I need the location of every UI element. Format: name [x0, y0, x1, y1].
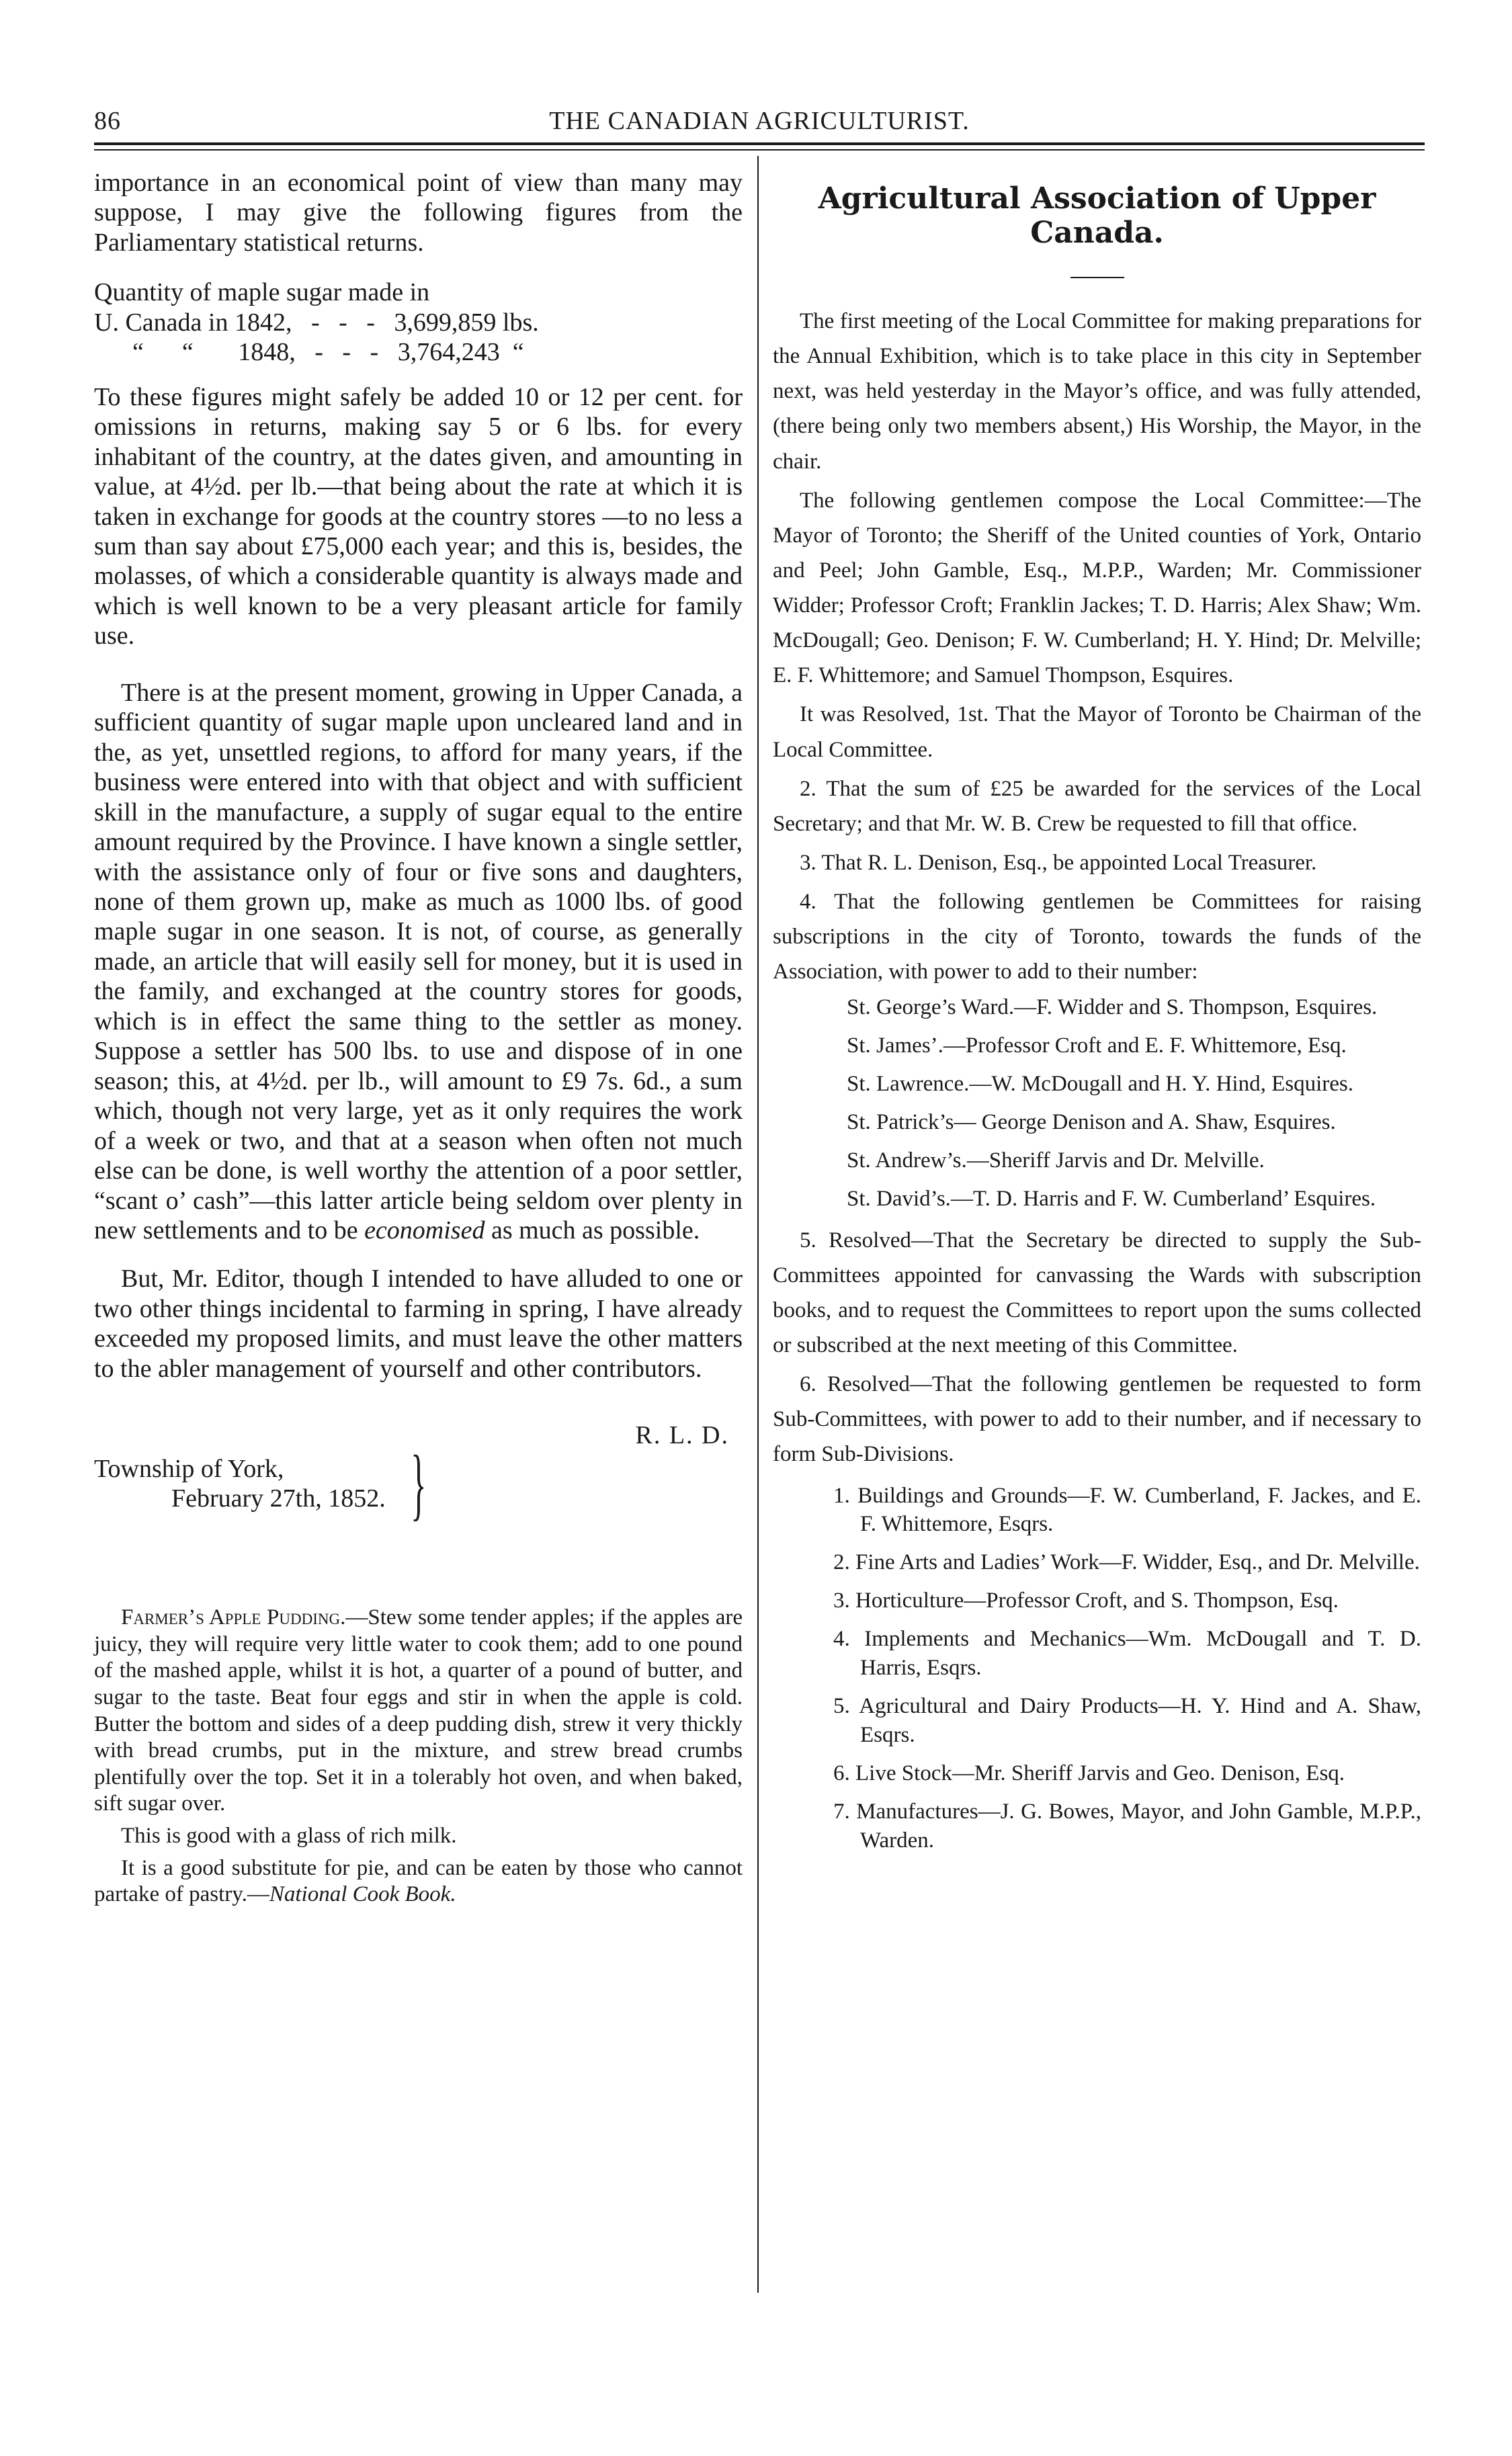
list-item: 4. Implements and Mechanics—Wm. McDougall and T. D. Harris, Esqrs. [833, 1627, 1421, 1681]
recipe-note [94, 1855, 743, 1908]
brace-glyph: } [411, 1439, 427, 1529]
header-rule-thin [94, 149, 1425, 151]
list-item: St. Patrick’s— George Denison and A. Shaw, Esquires. [847, 1110, 1336, 1135]
list-item: 1. Buildings and Grounds—F. W. Cumberland, F. Jackes, and E. F. Whittemore, Esqrs. [833, 1483, 1421, 1537]
letter-body [94, 168, 743, 1384]
resolution-5: 5. Resolved—That the Secretary be directed to supply the Sub-Committees appointed for canvassing the Wards with subscription books, and to request the Committees to report upon the sums collected or subscribed at the next meeting of this Committee. [773, 1228, 1421, 1358]
quantity-row: U. Canada in 1842, - - - 3,699,859 lbs. [94, 308, 539, 337]
resolution-2: 2. That the sum of £25 be awarded for the services of the Local Secretary; and that Mr. W. B. Crew be requested to fill that office. [773, 776, 1421, 836]
date: February 27th, 1852. [171, 1484, 386, 1513]
running-title: THE CANADIAN AGRICULTURIST. [549, 107, 970, 135]
list-item: St. James’.—Professor Croft and E. F. Whittemore, Esq. [847, 1033, 1347, 1058]
recipe-serving: This is good with a glass of rich milk. [121, 1823, 457, 1848]
dateline [94, 1439, 743, 1529]
quantity-row: “ “ 1848, - - - 3,764,243 “ [94, 338, 524, 367]
list-item: 3. Horticulture—Professor Croft, and S. Thompson, Esq. [833, 1589, 1339, 1613]
list-item: St. George’s Ward.—F. Widder and S. Thompson, Esquires. [847, 995, 1378, 1020]
column-divider [757, 156, 759, 2293]
present-text: There is at the present moment, growing in Upper Canada, a sufficient quantity of sugar maple upon uncleared land and in the, as yet, unsettled regions, to afford for many years, if the business were entered into with that object and with sufficient skill in the manufacture, a supply of sugar equal to the entire amount required by the Province. I have known a single settler, with the assistance only of four or five sons and daughters, none of them grown up, make as much as 1000 lbs. of good maple sugar in one season. It is not, of course, as generally made, an article that will easily sell for money, but it is used in the family, and exchanged at the country stores for goods, which is in effect the same thing to the settler as money. Suppose a settler has 500 lbs. to use and dispose of in one season; this, at 4½d. per lb., will amount to £9 7s. 6d., a sum which, though not very large, yet as it only requires the work of a week or two, and that at a season when often not much else can be done, is well worthy the attention of a poor settler, “scant o’ cash”—this latter article being seldom over plenty in new settlements and to be [94, 678, 743, 1244]
header-rule-thick [94, 142, 1425, 145]
resolution-4: 4. That the following gentlemen be Committees for raising subscriptions in the city of Toronto, towards the funds of the Association, with power to add to their number: [773, 890, 1421, 984]
left-column [94, 168, 743, 1914]
resolution-6: 6. Resolved—That the following gentlemen be requested to form Sub-Committees, with power to add to their number, and if necessary to form Sub-Divisions. [773, 1372, 1421, 1467]
resolution-1: It was Resolved, 1st. That the Mayor of Toronto be Chairman of the Local Committee. [773, 702, 1421, 762]
present-emphasis: economised [364, 1216, 485, 1244]
list-item: St. Lawrence.—W. McDougall and H. Y. Hind, Esquires. [847, 1072, 1353, 1097]
ward-list [773, 993, 1421, 1213]
estimate-paragraph: To these figures might safely be added 10 or 12 per cent. for omissions in returns, making say 5 or 6 lbs. for every inhabitant of the country, at the dates given, and amounting in value, at 4½d. per lb.—that being about the rate at which it is taken in exchange for goods at the country stores —to no less a sum than say about £75,000 each year; and this is, besides, the molasses, of which a considerable quantity is always made and which is well known to be a very pleasant article for family use. [94, 382, 743, 650]
present-tail: as much as possible. [485, 1216, 700, 1244]
subcommittee-list [773, 1482, 1421, 1855]
recipe-paragraph [94, 1605, 743, 1818]
title-dash [1070, 277, 1124, 278]
recipe-note-text: It is a good substitute for pie, and can be eaten by those who cannot partake of pastry.— [94, 1855, 743, 1907]
recipe-source: National Cook Book. [269, 1882, 456, 1907]
signature: R. L. D. [635, 1421, 729, 1450]
list-item: 5. Agricultural and Dairy Products—H. Y. Hind and A. Shaw, Esqrs. [833, 1693, 1421, 1747]
right-column [773, 168, 1421, 1864]
list-item: 2. Fine Arts and Ladies’ Work—F. Widder, Esq., and Dr. Melville. [833, 1550, 1420, 1575]
meeting-paragraph: The first meeting of the Local Committee for making preparations for the Annual Exhibition, which is to take place in this city in September next, was held yesterday in the Mayor’s office, and was fully attended, (there being only two members absent,) His Worship, the Mayor, in the chair. [773, 309, 1421, 474]
article-title: Agricultural Association of Upper Canada. [818, 181, 1376, 250]
resolution-3: 3. That R. L. Denison, Esq., be appointed Local Treasurer. [800, 850, 1317, 875]
recipe-text: —Stew some tender apples; if the apples are juicy, they will require very little water to cook them; add to one pound of the mashed apple, whilst it is hot, a quarter of a pound of butter, and sugar to the taste. Beat four eggs and stir in when the apple is cold. Butter the bottom and sides of a deep pudding dish, strew it very thickly with bread crumbs, put in the mixture, and strew bread crumbs plentifully over the top. Set it in a tolerably hot oven, and when baked, sift sugar over. [94, 1605, 743, 1816]
intro-paragraph: importance in an economical point of view than many may suppose, I may give the following figures from the Parliamentary statistical returns. [94, 169, 743, 257]
list-item: St. David’s.—T. D. Harris and F. W. Cumberland’ Esquires. [847, 1186, 1376, 1211]
recipe [94, 1605, 743, 1908]
present-paragraph [94, 678, 743, 1246]
list-item: St. Andrew’s.—Sheriff Jarvis and Dr. Melville. [847, 1148, 1265, 1173]
page-number: 86 [94, 107, 121, 135]
article-body [773, 304, 1421, 1855]
recipe-title: Farmer’s Apple Pudding. [121, 1605, 346, 1630]
page-header [94, 101, 1425, 141]
place: Township of York, [94, 1454, 284, 1483]
members-paragraph: The following gentlemen compose the Local Committee:—The Mayor of Toronto; the Sheriff of the United counties of York, Ontario and Peel; John Gamble, Esq., M.P.P., Warden; Mr. Commissioner Widder; Professor Croft; Franklin Jackes; T. D. Harris; Alex Shaw; Wm. McDougall; Geo. Denison; F. W. Cumberland; H. Y. Hind; Dr. Melville; E. F. Whittemore; and Samuel Thompson, Esquires. [773, 488, 1421, 688]
list-item: 7. Manufactures—J. G. Bowes, Mayor, and John Gamble, M.P.P., Warden. [833, 1799, 1421, 1853]
quantity-heading: Quantity of maple sugar made in [94, 278, 430, 307]
closing-paragraph: But, Mr. Editor, though I intended to have alluded to one or two other things incidental to farming in spring, I have already exceeded my proposed limits, and must leave the other matters to the abler management of yourself and other contributors. [94, 1265, 743, 1383]
list-item: 6. Live Stock—Mr. Sheriff Jarvis and Geo. Denison, Esq. [833, 1761, 1345, 1785]
